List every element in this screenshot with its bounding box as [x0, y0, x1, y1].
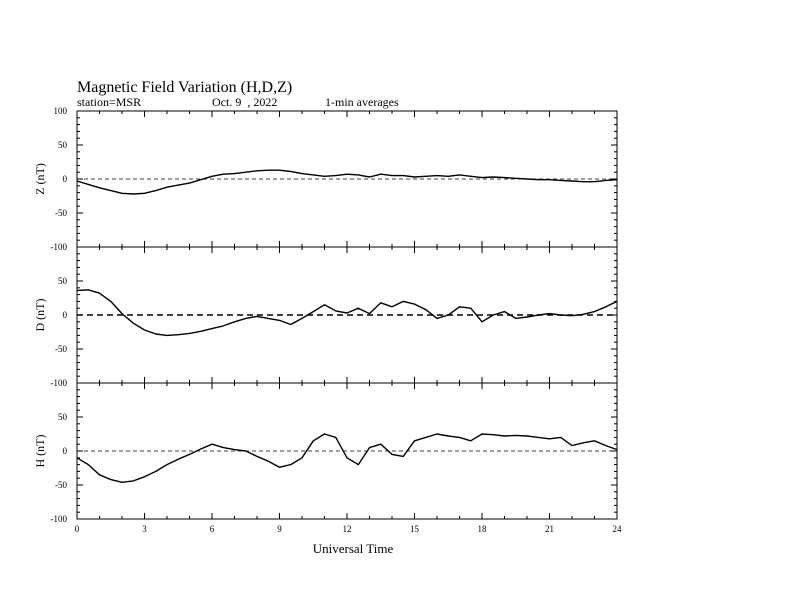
y-axis-label-d: D (nT)	[33, 298, 47, 332]
series-line-d	[77, 290, 617, 336]
averaging-label: 1-min averages	[325, 95, 399, 109]
x-tick-label: 18	[477, 524, 487, 534]
panel-d	[33, 247, 617, 388]
x-tick-label: 21	[545, 524, 554, 534]
x-tick-label: 9	[277, 524, 282, 534]
y-tick-label: -100	[50, 378, 67, 388]
y-axis-label-z: Z (nT)	[33, 163, 47, 195]
x-tick-label: 6	[209, 524, 215, 534]
x-tick-label: 15	[410, 524, 419, 534]
series-line-h	[77, 434, 617, 482]
y-tick-label: -100	[50, 242, 67, 252]
y-tick-label: -50	[55, 344, 67, 354]
y-tick-label: 50	[58, 412, 67, 422]
y-tick-label: 0	[62, 310, 67, 320]
station-label: station=MSR	[77, 95, 142, 109]
y-tick-label: 100	[53, 106, 67, 116]
panel-group	[33, 106, 622, 534]
y-tick-label: -100	[50, 514, 67, 524]
x-tick-label: 3	[142, 524, 147, 534]
x-axis-label: Universal Time	[312, 541, 394, 556]
panel-h	[33, 383, 617, 524]
date-label: Oct. 9 , 2022	[212, 95, 278, 109]
y-tick-label: -50	[55, 480, 67, 490]
x-tick-label: 24	[612, 524, 622, 534]
x-tick-label: 0	[74, 524, 80, 534]
x-tick-label: 12	[342, 524, 352, 534]
y-axis-label-h: H (nT)	[33, 434, 47, 468]
y-tick-label: 50	[58, 276, 67, 286]
y-tick-label: 0	[62, 174, 67, 184]
chart-title: Magnetic Field Variation (H,D,Z)	[77, 79, 293, 96]
series-line-z	[77, 170, 617, 194]
y-tick-label: 0	[62, 446, 67, 456]
y-tick-label: 50	[58, 140, 67, 150]
panel-z	[33, 106, 617, 252]
y-tick-label: -50	[55, 208, 67, 218]
